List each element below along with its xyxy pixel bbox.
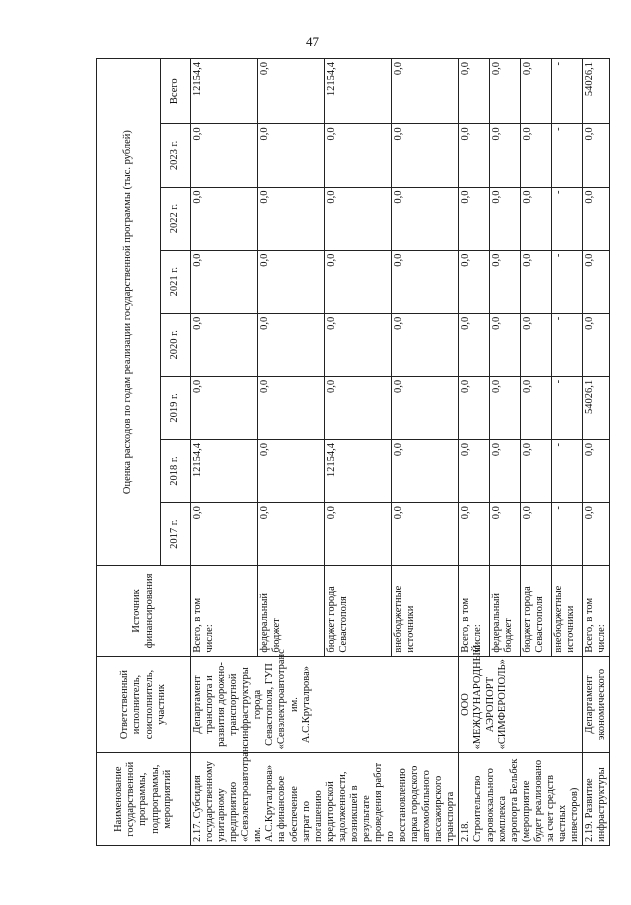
value-cell: 0,0 (459, 250, 490, 313)
responsible-party: ООО «МЕЖДУНАРОДНЫЙ АЭРОПОРТ «СИМФЕРОПОЛЬ» (459, 656, 583, 753)
value-cell: 0,0 (459, 439, 490, 502)
funding-source: Всего, в том числе: (191, 566, 258, 656)
value-cell: 0,0 (258, 124, 325, 187)
responsible-party: Департамент транспорта и развития дорожно-транспортной инфраструктуры города Севастополя, ГУП «Севэлектроавтотранс им. А.С.Круталрова» (191, 656, 459, 753)
table-row (583, 59, 610, 846)
value-cell: 0,0 (191, 187, 258, 250)
value-cell: 0,0 (521, 376, 552, 439)
header-name: Наименование государственной программы, подпрограммы, мероприятий (97, 753, 191, 846)
table-row (459, 59, 490, 846)
value-cell: 0,0 (583, 124, 610, 187)
value-cell: - (552, 503, 583, 566)
value-cell: 0,0 (490, 59, 521, 124)
header-year: 2021 г. (161, 250, 191, 313)
responsible-party: Департамент экономического (583, 656, 610, 753)
value-cell: 0,0 (521, 124, 552, 187)
value-cell: - (552, 313, 583, 376)
funding-source: федеральный бюджет (258, 566, 325, 656)
value-cell: 0,0 (392, 59, 459, 124)
value-cell: 0,0 (521, 439, 552, 502)
value-cell: 0,0 (258, 439, 325, 502)
value-cell: 0,0 (191, 250, 258, 313)
value-cell: 0,0 (490, 313, 521, 376)
value-cell: 0,0 (459, 187, 490, 250)
value-cell: 0,0 (325, 376, 392, 439)
funding-source: бюджет города Севастополя (521, 566, 552, 656)
rotated-table-container (96, 58, 608, 846)
value-cell: 0,0 (490, 376, 521, 439)
measure-name: 2.18. Строительство аэровокзального комплекса аэропорта Бельбек (мероприятие будет реализовано за счет средств частных инвесторов) (459, 753, 583, 846)
funding-source: внебюджетные источники (392, 566, 459, 656)
value-cell: 0,0 (258, 250, 325, 313)
value-cell: 0,0 (583, 503, 610, 566)
value-cell: 12154,4 (191, 59, 258, 124)
value-cell: 0,0 (521, 503, 552, 566)
value-cell: 0,0 (583, 313, 610, 376)
funding-source: федеральный бюджет (490, 566, 521, 656)
value-cell: 0,0 (258, 313, 325, 376)
value-cell: 12154,4 (325, 439, 392, 502)
header-total: Всего (161, 59, 191, 124)
value-cell: - (552, 187, 583, 250)
value-cell: 0,0 (325, 313, 392, 376)
value-cell: 0,0 (459, 124, 490, 187)
header-year: 2022 г. (161, 187, 191, 250)
value-cell: 0,0 (521, 250, 552, 313)
value-cell: 0,0 (392, 439, 459, 502)
value-cell: 0,0 (521, 59, 552, 124)
funding-source: бюджет города Севастополя (325, 566, 392, 656)
value-cell: 12154,4 (191, 439, 258, 502)
value-cell: 0,0 (258, 376, 325, 439)
value-cell: 54026,1 (583, 59, 610, 124)
value-cell: 0,0 (191, 376, 258, 439)
value-cell: - (552, 376, 583, 439)
header-year: 2018 г. (161, 439, 191, 502)
value-cell: 0,0 (325, 503, 392, 566)
value-cell: 0,0 (325, 250, 392, 313)
value-cell: 0,0 (583, 439, 610, 502)
value-cell: 0,0 (191, 313, 258, 376)
value-cell: 0,0 (392, 124, 459, 187)
value-cell: 0,0 (490, 124, 521, 187)
value-cell: - (552, 439, 583, 502)
value-cell: 0,0 (490, 503, 521, 566)
value-cell: 0,0 (392, 376, 459, 439)
header-year: 2017 г. (161, 503, 191, 566)
header-year: 2019 г. (161, 376, 191, 439)
funding-source: Всего, в том числе: (459, 566, 490, 656)
value-cell: 0,0 (583, 187, 610, 250)
header-estimate: Оценка расходов по годам реализации государственной программы (тыс. рублей) (97, 59, 161, 566)
value-cell: 0,0 (392, 187, 459, 250)
value-cell: 0,0 (583, 250, 610, 313)
value-cell: 0,0 (490, 439, 521, 502)
value-cell: 0,0 (490, 187, 521, 250)
value-cell: - (552, 124, 583, 187)
value-cell: 0,0 (490, 250, 521, 313)
measure-name: 2.17. Субсидия государственному унитарному предприятию «Севэлектроавтотранс им. А.С.Круталрова» на финансовое обеспечение затрат по погашению кредиторской задолженности, возникшей в результате проведения работ по восстановлению парка городского автомобильного пассажирского транспорта (191, 753, 459, 846)
value-cell: 0,0 (258, 59, 325, 124)
value-cell: 0,0 (459, 503, 490, 566)
funding-source: Всего, в том числе: (583, 566, 610, 656)
value-cell: - (552, 250, 583, 313)
value-cell: 0,0 (521, 187, 552, 250)
value-cell: 0,0 (459, 376, 490, 439)
page-number: 47 (306, 34, 319, 49)
value-cell: 0,0 (392, 250, 459, 313)
value-cell: 0,0 (459, 59, 490, 124)
budget-table (96, 58, 610, 846)
value-cell: 0,0 (325, 187, 392, 250)
value-cell: 0,0 (191, 124, 258, 187)
value-cell: 0,0 (392, 313, 459, 376)
value-cell: 12154,4 (325, 59, 392, 124)
value-cell: 0,0 (258, 503, 325, 566)
value-cell: - (552, 59, 583, 124)
table-row (191, 59, 258, 846)
value-cell: 0,0 (392, 503, 459, 566)
header-year: 2020 г. (161, 313, 191, 376)
header-responsible: Ответственный исполнитель, соисполнитель, участник (97, 656, 191, 753)
header-source: Источник финансирования (97, 566, 191, 656)
value-cell: 0,0 (325, 124, 392, 187)
header-year: 2023 г. (161, 124, 191, 187)
value-cell: 0,0 (521, 313, 552, 376)
measure-name: 2.19. Развитие инфраструктуры (583, 753, 610, 846)
value-cell: 0,0 (459, 313, 490, 376)
funding-source: внебюджетные источники (552, 566, 583, 656)
value-cell: 54026,1 (583, 376, 610, 439)
value-cell: 0,0 (191, 503, 258, 566)
value-cell: 0,0 (258, 187, 325, 250)
